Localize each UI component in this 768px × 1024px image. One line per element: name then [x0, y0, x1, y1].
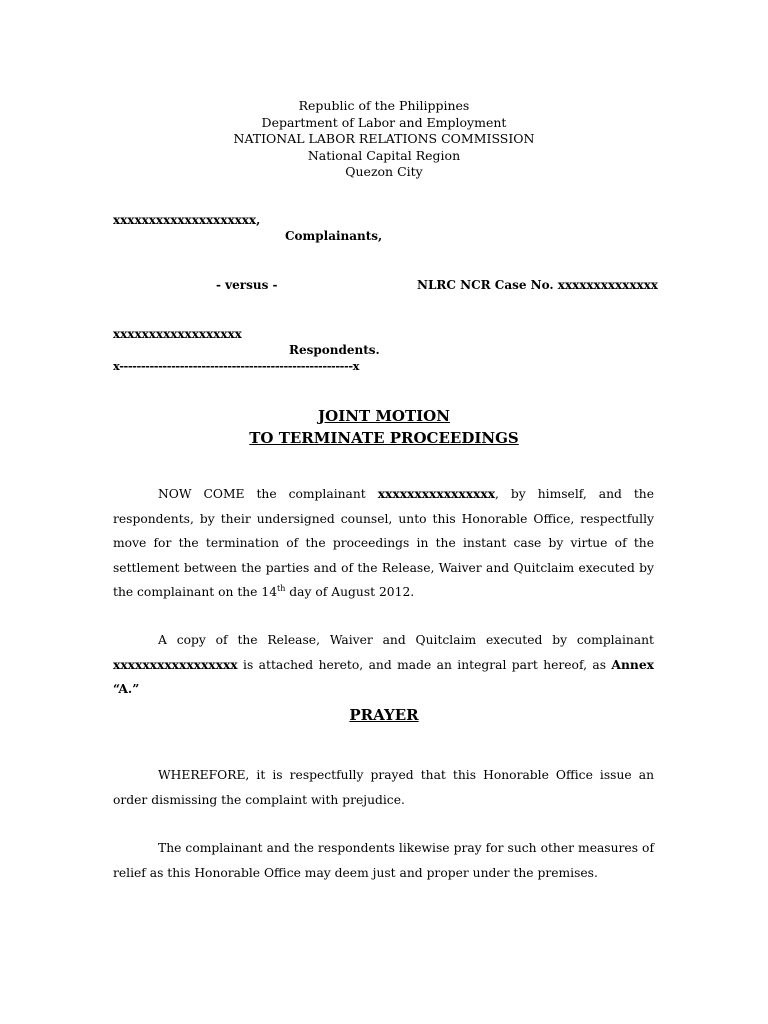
annex-reference: Annex “A.”: [113, 656, 654, 696]
para2-text-a: A copy of the Release, Waiver and Quitclaim executed by complainant: [158, 633, 654, 647]
para1-ordinal-suffix: th: [277, 583, 286, 593]
prayer-paragraph-1: [113, 763, 654, 812]
motion-paragraph-1: [113, 482, 654, 605]
para2-complainant-name: xxxxxxxxxxxxxxxxx: [113, 656, 238, 672]
header-region: National Capital Region: [307, 147, 461, 163]
prayer-paragraph-2: [113, 836, 654, 885]
motion-title-line1: JOINT MOTION: [318, 407, 450, 425]
header-city: Quezon City: [345, 164, 423, 179]
para1-text-b: , by himself, and the respondents, by their undersigned counsel, unto this Honorable Office, respectfully move for the termination of the proceedings in the instant case by virtue of the settlement between the parties and of the Release, Waiver and Quitclaim executed by the complainant on the 14: [113, 487, 654, 599]
para4-text: The complainant and the respondents likewise pray for such other measures of relief as this Honorable Office may deem just and proper under the premises.: [113, 841, 654, 880]
case-number: NLRC NCR Case No. xxxxxxxxxxxxxx: [417, 278, 658, 292]
para1-text-a: NOW COME the complainant: [158, 487, 378, 501]
prayer-heading: PRAYER: [349, 706, 419, 724]
header-commission: NATIONAL LABOR RELATIONS COMMISSION: [233, 131, 535, 146]
para3-text: WHEREFORE, it is respectfully prayed that this Honorable Office issue an order dismissing the complaint with prejudice.: [113, 768, 654, 807]
respondents-label: Respondents.: [289, 343, 380, 357]
document-header: [0, 98, 768, 181]
header-department: Department of Labor and Employment: [261, 114, 507, 130]
para1-complainant-name: xxxxxxxxxxxxxxxx: [377, 486, 496, 501]
versus-label: - versus -: [216, 278, 278, 292]
caption-divider: x------------------------------------------------------x: [113, 359, 360, 373]
complainants-label: Complainants,: [285, 229, 383, 243]
motion-paragraph-2: [113, 628, 654, 702]
header-republic: Republic of the Philippines: [298, 98, 470, 113]
complainant-name: xxxxxxxxxxxxxxxxxxxx,: [113, 213, 261, 227]
motion-title-line2: TO TERMINATE PROCEEDINGS: [249, 429, 519, 447]
para2-text-b: is attached hereto, and made an integral part hereof, as: [237, 657, 612, 672]
respondent-name: xxxxxxxxxxxxxxxxxx: [113, 327, 242, 341]
para1-text-c: day of August 2012.: [285, 585, 415, 599]
